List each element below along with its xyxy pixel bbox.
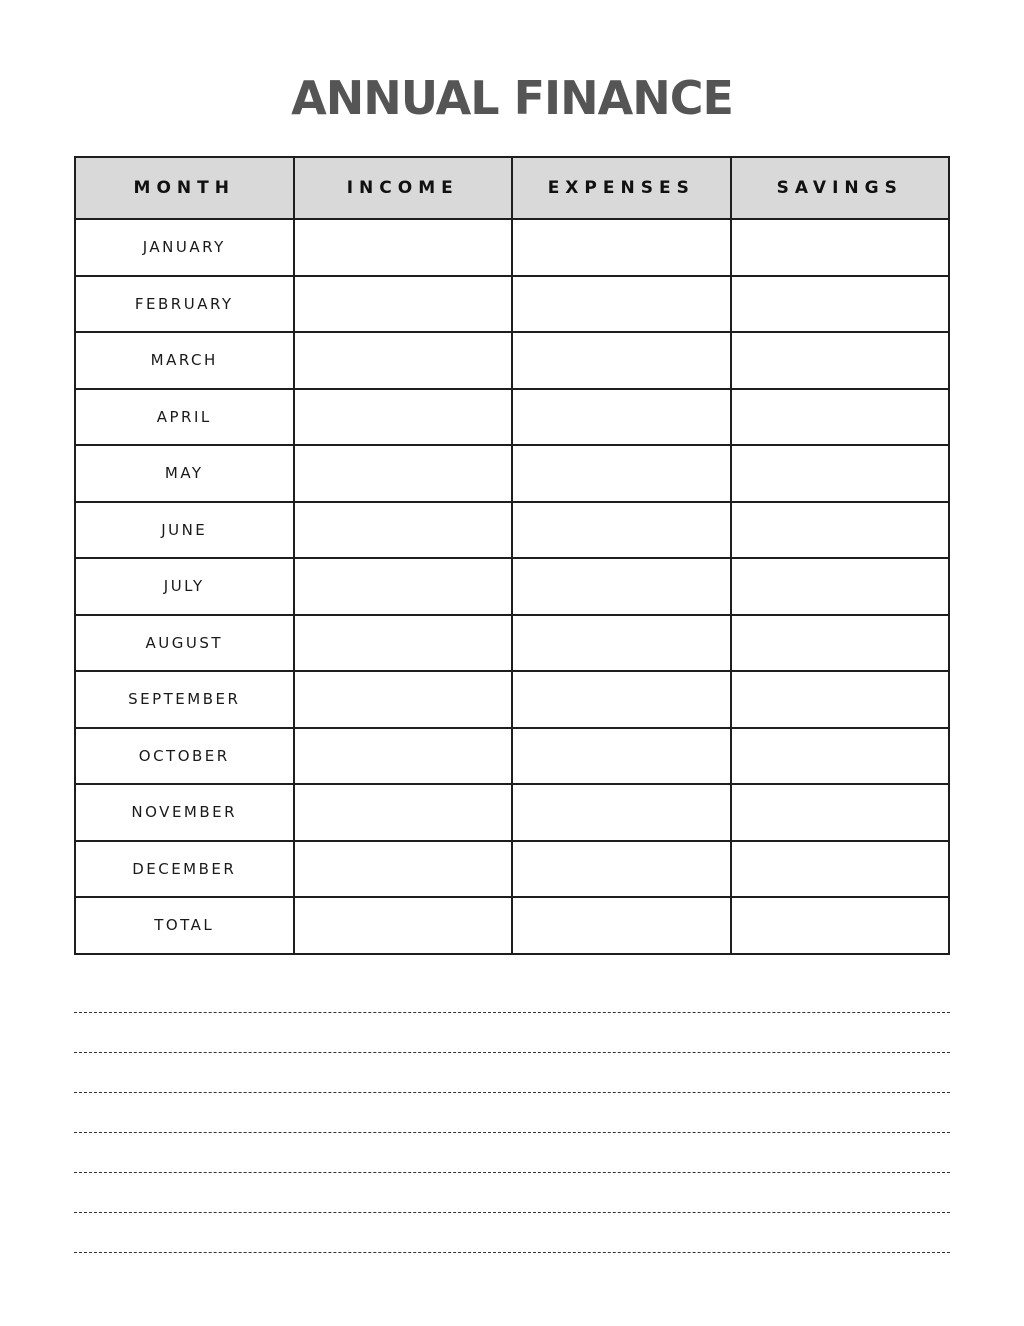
savings-cell[interactable] [731, 445, 950, 502]
note-line[interactable] [74, 1012, 950, 1013]
expenses-cell[interactable] [512, 445, 731, 502]
column-header-income: INCOME [294, 157, 513, 219]
note-line[interactable] [74, 1132, 950, 1133]
finance-table [74, 156, 950, 955]
table-row [75, 276, 949, 333]
expenses-cell[interactable] [512, 219, 731, 276]
total-row [75, 897, 949, 954]
savings-cell[interactable] [731, 502, 950, 559]
month-cell: DECEMBER [75, 841, 294, 898]
table-row [75, 332, 949, 389]
expenses-cell[interactable] [512, 276, 731, 333]
savings-cell[interactable] [731, 219, 950, 276]
income-cell[interactable] [294, 728, 513, 785]
income-cell[interactable] [294, 276, 513, 333]
month-cell: OCTOBER [75, 728, 294, 785]
month-cell: JANUARY [75, 219, 294, 276]
table-row [75, 219, 949, 276]
note-line[interactable] [74, 1212, 950, 1213]
table-row [75, 615, 949, 672]
table-row [75, 445, 949, 502]
note-line[interactable] [74, 1092, 950, 1093]
note-line[interactable] [74, 1172, 950, 1173]
income-cell[interactable] [294, 332, 513, 389]
month-cell: FEBRUARY [75, 276, 294, 333]
note-line[interactable] [74, 1052, 950, 1053]
table-row [75, 728, 949, 785]
table-row [75, 558, 949, 615]
income-cell[interactable] [294, 445, 513, 502]
income-cell[interactable] [294, 784, 513, 841]
month-cell: APRIL [75, 389, 294, 446]
total-label: TOTAL [75, 897, 294, 954]
income-cell[interactable] [294, 615, 513, 672]
header-row [75, 157, 949, 219]
month-cell: MAY [75, 445, 294, 502]
income-cell[interactable] [294, 558, 513, 615]
total-income-cell[interactable] [294, 897, 513, 954]
month-cell: NOVEMBER [75, 784, 294, 841]
month-cell: JUNE [75, 502, 294, 559]
income-cell[interactable] [294, 671, 513, 728]
savings-cell[interactable] [731, 728, 950, 785]
month-cell: MARCH [75, 332, 294, 389]
column-header-savings: SAVINGS [731, 157, 950, 219]
table-body [75, 219, 949, 954]
expenses-cell[interactable] [512, 615, 731, 672]
table-row [75, 671, 949, 728]
expenses-cell[interactable] [512, 558, 731, 615]
note-line[interactable] [74, 1252, 950, 1253]
expenses-cell[interactable] [512, 332, 731, 389]
savings-cell[interactable] [731, 671, 950, 728]
table-row [75, 502, 949, 559]
total-expenses-cell[interactable] [512, 897, 731, 954]
income-cell[interactable] [294, 502, 513, 559]
table-row [75, 784, 949, 841]
expenses-cell[interactable] [512, 502, 731, 559]
savings-cell[interactable] [731, 841, 950, 898]
savings-cell[interactable] [731, 615, 950, 672]
column-header-month: MONTH [75, 157, 294, 219]
table-row [75, 389, 949, 446]
savings-cell[interactable] [731, 558, 950, 615]
expenses-cell[interactable] [512, 784, 731, 841]
savings-cell[interactable] [731, 276, 950, 333]
expenses-cell[interactable] [512, 728, 731, 785]
income-cell[interactable] [294, 841, 513, 898]
savings-cell[interactable] [731, 389, 950, 446]
expenses-cell[interactable] [512, 841, 731, 898]
table-row [75, 841, 949, 898]
page-title: ANNUAL FINANCE [291, 71, 733, 125]
savings-cell[interactable] [731, 332, 950, 389]
income-cell[interactable] [294, 389, 513, 446]
total-savings-cell[interactable] [731, 897, 950, 954]
month-cell: AUGUST [75, 615, 294, 672]
column-header-expenses: EXPENSES [512, 157, 731, 219]
month-cell: SEPTEMBER [75, 671, 294, 728]
expenses-cell[interactable] [512, 671, 731, 728]
month-cell: JULY [75, 558, 294, 615]
income-cell[interactable] [294, 219, 513, 276]
expenses-cell[interactable] [512, 389, 731, 446]
notes-section [74, 1012, 950, 1292]
savings-cell[interactable] [731, 784, 950, 841]
